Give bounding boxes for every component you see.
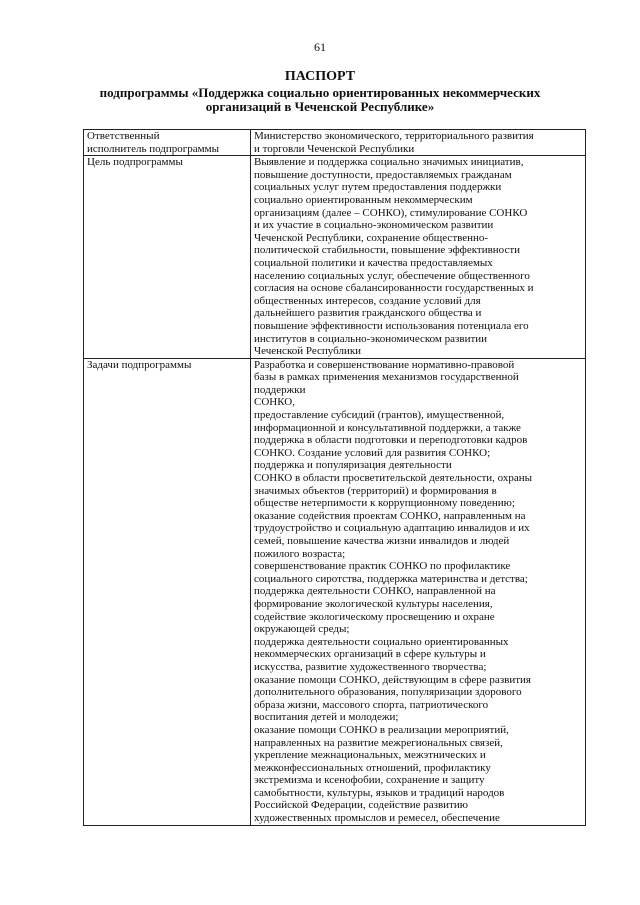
row-value-line: и их участие в социально-экономическом развитии xyxy=(254,219,494,232)
row-value xyxy=(251,156,586,359)
row-value-line: художественных промыслов и ремесел, обеспечение xyxy=(254,812,500,825)
row-value-line: совершенствование практик СОНКО по профилактике xyxy=(254,560,511,573)
subtitle-line: организаций в Чеченской Республике» xyxy=(205,99,435,114)
row-label xyxy=(84,358,251,825)
row-value-line: Российской Федерации, содействие развитию xyxy=(254,799,468,812)
row-value-line: самобытности, культуры, языков и традиций народов xyxy=(254,786,505,799)
row-label-line: исполнитель подпрограммы xyxy=(87,142,219,155)
row-value-line: поддержка и популяризация деятельности xyxy=(254,459,452,472)
table-row-responsible-executor xyxy=(84,130,586,156)
row-value-line: Разработка и совершенствование нормативно-правовой xyxy=(254,358,515,371)
row-value-line: базы в рамках применения механизмов государственной xyxy=(254,371,519,384)
row-value-line: оказание содействия проектам СОНКО, направленным на xyxy=(254,509,526,522)
row-value-line: межконфессиональных отношений, профилактику xyxy=(254,761,491,774)
row-value-line: социально ориентированным некоммерческим xyxy=(254,193,473,206)
row-value-line: экстремизма и ксенофобии, сохранение и защиту xyxy=(254,774,485,787)
row-value-line: семей, повышение качества жизни инвалидов и людей xyxy=(254,535,510,547)
row-value-line: Выявление и поддержка социально значимых инициатив, xyxy=(254,156,524,169)
table-row-subprogram-tasks xyxy=(84,358,586,825)
row-value-line: направленных на развитие межрегиональных связей, xyxy=(254,736,503,749)
row-value-line: повышение эффективности использования потенциала его xyxy=(254,319,529,332)
row-value-line: оказание помощи СОНКО в реализации мероприятий, xyxy=(254,723,509,736)
row-value-line: общественных интересов, создание условий для xyxy=(254,294,481,307)
row-value-line: предоставление субсидий (грантов), имущественной, xyxy=(254,409,505,422)
row-value-line: СОНКО в области просветительской деятельности, охраны xyxy=(254,472,533,485)
document-subtitle xyxy=(60,86,580,114)
subtitle-line: подпрограммы «Поддержка социально ориентированных некоммерческих xyxy=(99,85,541,100)
row-label-line: Цель подпрограммы xyxy=(87,156,183,169)
row-value-line: социальных услуг путем предоставления поддержки xyxy=(254,181,502,194)
row-value-line: поддержка деятельности СОНКО, направленной на xyxy=(254,585,496,598)
row-value-line: организациям (далее – СОНКО), стимулирование СОНКО xyxy=(254,206,528,219)
row-value-line: Чеченской Республики, сохранение общественно- xyxy=(254,231,489,244)
row-value-line: дальнейшего развития гражданского общества и xyxy=(254,307,482,320)
row-value-line: согласия на основе сбалансированности государственных и xyxy=(254,282,534,295)
document-title: ПАСПОРТ xyxy=(284,69,356,84)
row-value-line: дополнительного образования, популяризации здорового xyxy=(254,686,522,699)
row-value-line: Чеченской Республики xyxy=(254,345,362,358)
row-value-line: поддержка в области подготовки и переподготовки кадров xyxy=(254,434,528,447)
row-value xyxy=(251,358,586,825)
row-value-line: Министерство экономического, территориального развития xyxy=(254,130,534,142)
row-value-line: укрепление межнациональных, межэтнических и xyxy=(254,749,486,762)
passport-table xyxy=(83,129,586,826)
table-row-subprogram-goal xyxy=(84,156,586,359)
row-value-line: населению социальных услуг, обеспечение общественного xyxy=(254,269,530,282)
row-value-line: трудоустройство и социальную адаптацию инвалидов и их xyxy=(254,522,530,535)
row-value-line: некоммерческих организаций в сфере культуры и xyxy=(254,648,486,661)
row-value-line: образа жизни, массового спорта, патриотического xyxy=(254,698,489,711)
row-label xyxy=(84,130,251,156)
row-label-line: Ответственный xyxy=(87,130,160,142)
row-value-line: СОНКО, xyxy=(254,396,295,409)
row-value-line: политической стабильности, повышение эффективности xyxy=(254,244,521,257)
row-value-line: информационной и консультативной поддержки, а также xyxy=(254,421,521,434)
row-value-line: повышение доступности, предоставляемых гражданам xyxy=(254,168,512,181)
row-value-line: окружающей среды; xyxy=(254,623,350,636)
row-value-line: институтов в социально-экономическом развитии xyxy=(254,332,488,345)
row-value-line: поддержка деятельности социально ориентированных xyxy=(254,635,509,648)
row-value-line: и торговли Чеченской Республики xyxy=(254,142,415,155)
row-value-line: обществе нетерпимости к коррупционному поведению; xyxy=(254,497,515,510)
row-value-line: социальной политики и качества предоставляемых xyxy=(254,256,493,269)
row-value-line: содействие экологическому просвещению и охране xyxy=(254,610,495,623)
row-value-line: поддержки xyxy=(254,383,306,396)
row-value-line: пожилого возраста; xyxy=(254,547,346,560)
row-value-line: значимых объектов (территорий) и формирования в xyxy=(254,484,497,497)
row-label-line: Задачи подпрограммы xyxy=(87,358,192,371)
row-value-line: социального сиротства, поддержка материнства и детства; xyxy=(254,572,528,585)
row-value-line: оказание помощи СОНКО, действующим в сфере развития xyxy=(254,673,531,686)
row-value-line: формирование экологической культуры населения, xyxy=(254,597,493,610)
row-value-line: воспитания детей и молодежи; xyxy=(254,711,399,724)
row-label xyxy=(84,156,251,359)
row-value-line: СОНКО. Создание условий для развития СОНКО; xyxy=(254,446,491,459)
page-number: 61 xyxy=(314,40,326,54)
row-value xyxy=(251,130,586,156)
row-value-line: искусства, развитие художественного творчества; xyxy=(254,660,487,673)
